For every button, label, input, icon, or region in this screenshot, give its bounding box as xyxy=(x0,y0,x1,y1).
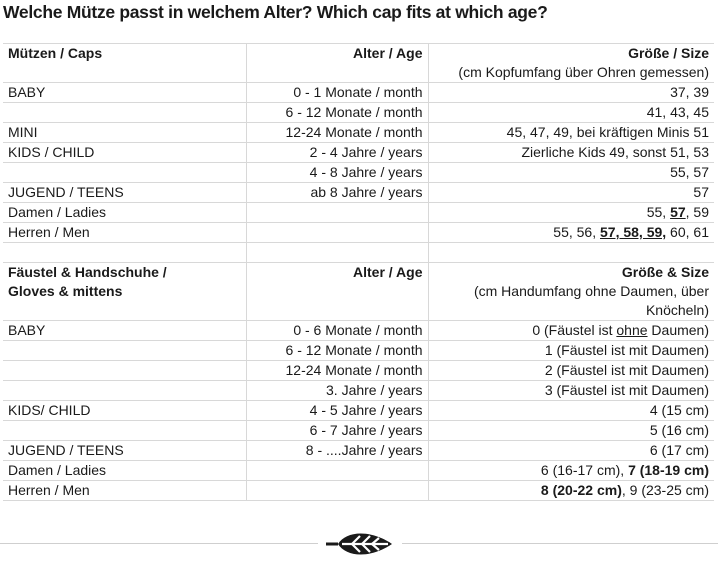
age-cell xyxy=(246,203,428,223)
category-cell: BABY xyxy=(3,321,246,341)
category-cell xyxy=(3,421,246,441)
category-cell: JUGEND / TEENS xyxy=(3,183,246,203)
size-text: , 59 xyxy=(685,204,709,220)
size-underlined: ohne xyxy=(616,322,648,338)
table-row xyxy=(3,83,714,103)
caps-header-size xyxy=(428,44,714,83)
category-cell: Herren / Men xyxy=(3,481,246,501)
table-row xyxy=(3,143,714,163)
gloves-header-size xyxy=(428,263,714,321)
size-table xyxy=(3,43,714,501)
age-cell: 4 - 5 Jahre / years xyxy=(246,401,428,421)
category-cell xyxy=(3,361,246,381)
category-cell: MINI xyxy=(3,123,246,143)
size-cell xyxy=(428,223,714,243)
table-row xyxy=(3,381,714,401)
category-cell: KIDS/ CHILD xyxy=(3,401,246,421)
table-row xyxy=(3,421,714,441)
age-cell xyxy=(246,223,428,243)
size-cell: 45, 47, 49, bei kräftigen Minis 51 xyxy=(428,123,714,143)
table-row xyxy=(3,183,714,203)
size-text: 55, xyxy=(646,204,671,220)
age-cell: 0 - 1 Monate / month xyxy=(246,83,428,103)
age-cell: 0 - 6 Monate / month xyxy=(246,321,428,341)
leaf-icon xyxy=(322,527,398,561)
table-row xyxy=(3,163,714,183)
gloves-header-row xyxy=(3,263,714,321)
age-cell: 4 - 8 Jahre / years xyxy=(246,163,428,183)
age-cell: 12-24 Monate / month xyxy=(246,361,428,381)
gloves-header-age: Alter / Age xyxy=(246,263,428,321)
age-cell: 2 - 4 Jahre / years xyxy=(246,143,428,163)
gloves-header-size-main: Größe & Size xyxy=(621,264,709,280)
table-row xyxy=(3,103,714,123)
category-cell: JUGEND / TEENS xyxy=(3,441,246,461)
caps-header-size-sub: (cm Kopfumfang über Ohren gemessen) xyxy=(458,64,709,80)
category-cell: KIDS / CHILD xyxy=(3,143,246,163)
caps-header-category: Mützen / Caps xyxy=(3,44,246,83)
gloves-header-category-line2: Gloves & mittens xyxy=(8,283,123,299)
category-cell: BABY xyxy=(3,83,246,103)
spacer-cell xyxy=(428,243,714,263)
size-text: 55, 56, xyxy=(553,224,600,240)
size-cell: 57 xyxy=(428,183,714,203)
spacer-cell xyxy=(3,243,246,263)
category-cell: Damen / Ladies xyxy=(3,461,246,481)
size-cell xyxy=(428,461,714,481)
size-recommended: 8 (20-22 cm) xyxy=(540,482,622,498)
category-cell xyxy=(3,163,246,183)
size-text: , 9 (23-25 cm) xyxy=(621,482,709,498)
table-row xyxy=(3,481,714,501)
category-cell xyxy=(3,381,246,401)
size-text: 6 (16-17 cm), xyxy=(540,462,629,478)
gloves-header-size-sub1: (cm Handumfang ohne Daumen, über xyxy=(473,283,709,299)
caps-header-age: Alter / Age xyxy=(246,44,428,83)
size-text: 0 (Fäustel ist xyxy=(532,322,617,338)
table-row xyxy=(3,461,714,481)
size-cell xyxy=(428,481,714,501)
size-cell: 6 (17 cm) xyxy=(428,441,714,461)
category-cell xyxy=(3,103,246,123)
table-row xyxy=(3,441,714,461)
size-cell: 3 (Fäustel ist mit Daumen) xyxy=(428,381,714,401)
size-cell: 5 (16 cm) xyxy=(428,421,714,441)
age-cell: 12-24 Monate / month xyxy=(246,123,428,143)
size-cell xyxy=(428,203,714,223)
age-cell: 6 - 7 Jahre / years xyxy=(246,421,428,441)
size-recommended: 7 (18-19 cm) xyxy=(628,462,709,478)
size-cell: 41, 43, 45 xyxy=(428,103,714,123)
table-row xyxy=(3,321,714,341)
table-row xyxy=(3,123,714,143)
gloves-header-size-sub2: Knöcheln) xyxy=(645,302,709,318)
spacer-cell xyxy=(246,243,428,263)
age-cell xyxy=(246,481,428,501)
size-cell: 37, 39 xyxy=(428,83,714,103)
size-cell xyxy=(428,321,714,341)
caps-header-row xyxy=(3,44,714,83)
age-cell: 6 - 12 Monate / month xyxy=(246,103,428,123)
size-cell: 4 (15 cm) xyxy=(428,401,714,421)
gloves-header-category-line1: Fäustel & Handschuhe / xyxy=(8,264,167,280)
footer-divider-left xyxy=(0,543,318,544)
size-text: Daumen) xyxy=(647,322,709,338)
table-row xyxy=(3,341,714,361)
gloves-header-category xyxy=(3,263,246,321)
table-row xyxy=(3,401,714,421)
table-row xyxy=(3,223,714,243)
age-cell: ab 8 Jahre / years xyxy=(246,183,428,203)
size-recommended: 57 xyxy=(670,204,686,220)
footer-divider-right xyxy=(402,543,718,544)
caps-header-size-main: Größe / Size xyxy=(628,45,709,61)
spacer-row xyxy=(3,243,714,263)
size-cell: 55, 57 xyxy=(428,163,714,183)
page-title: Welche Mütze passt in welchem Alter? Which cap fits at which age? xyxy=(3,2,548,22)
age-cell: 6 - 12 Monate / month xyxy=(246,341,428,361)
size-cell: 1 (Fäustel ist mit Daumen) xyxy=(428,341,714,361)
size-text: 60, 61 xyxy=(666,224,709,240)
age-cell: 3. Jahre / years xyxy=(246,381,428,401)
age-cell: 8 - ....Jahre / years xyxy=(246,441,428,461)
table-row xyxy=(3,203,714,223)
size-cell: 2 (Fäustel ist mit Daumen) xyxy=(428,361,714,381)
age-cell xyxy=(246,461,428,481)
size-recommended: 57, 58, 59, xyxy=(600,224,667,240)
category-cell xyxy=(3,341,246,361)
size-cell: Zierliche Kids 49, sonst 51, 53 xyxy=(428,143,714,163)
table-row xyxy=(3,361,714,381)
category-cell: Damen / Ladies xyxy=(3,203,246,223)
category-cell: Herren / Men xyxy=(3,223,246,243)
